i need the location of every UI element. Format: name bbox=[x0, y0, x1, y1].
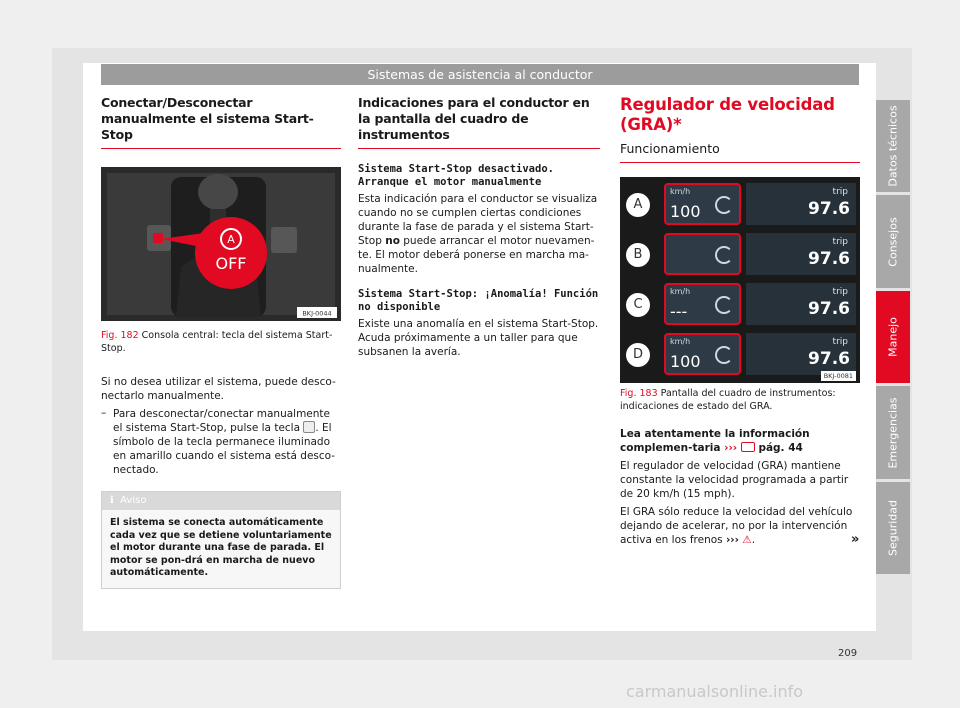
console-photo bbox=[101, 167, 341, 321]
column-start-stop bbox=[101, 95, 341, 589]
speed-value: --- bbox=[670, 302, 688, 321]
column-indicaciones bbox=[358, 95, 600, 359]
warning-icon: ⚠ bbox=[742, 534, 752, 546]
speed-display bbox=[664, 333, 741, 375]
section-heading-indicaciones: Indicaciones para el conductor en la pantalla del cuadro de instrumentos bbox=[358, 95, 600, 149]
info-icon: ℹ bbox=[110, 495, 114, 506]
paragraph: Si no desea utilizar el sistema, puede desco-nectarlo manualmente. bbox=[101, 376, 336, 402]
figure-caption bbox=[620, 388, 860, 413]
column-gra bbox=[620, 95, 860, 547]
trip-value: 97.6 bbox=[808, 349, 850, 369]
figure-code: BKJ-0081 bbox=[821, 371, 856, 381]
trip-label: trip bbox=[832, 287, 848, 297]
note-box bbox=[101, 491, 341, 589]
start-stop-key-icon bbox=[303, 421, 315, 433]
speed-value: 100 bbox=[670, 202, 701, 221]
chapter-tab[interactable] bbox=[876, 386, 910, 479]
trip-value: 97.6 bbox=[808, 299, 850, 319]
chapter-tab-label: Consejos bbox=[886, 216, 900, 267]
svg-text:A: A bbox=[227, 233, 235, 246]
paragraph: Lea atentamente la información complemen-taria ››› pág. 44 bbox=[620, 428, 810, 454]
paragraph: Existe una anomalía en el sistema Start-Stop. Acuda próximamente a un taller para que subsanen la avería. bbox=[358, 318, 599, 358]
panel-letter-badge: B bbox=[626, 243, 650, 267]
figure-caption bbox=[101, 330, 341, 355]
paragraph: El GRA sólo reduce la velocidad del vehículo dejando de acelerar, no por la intervención activa en los frenos ››› ⚠. bbox=[620, 506, 853, 546]
chapter-tab[interactable] bbox=[876, 482, 910, 574]
cruise-icon bbox=[715, 196, 733, 214]
paragraph: Para desconectar/conectar manualmente el sistema Start-Stop, pulse la tecla . El símbolo de la tecla permanece iluminado en amarillo cuando el sistema está desco-nectado. bbox=[113, 408, 336, 476]
figure-182 bbox=[101, 167, 341, 355]
trip-display bbox=[746, 183, 856, 225]
cruise-icon bbox=[715, 346, 733, 364]
cruise-icon bbox=[715, 246, 733, 264]
trip-label: trip bbox=[832, 237, 848, 247]
continue-arrow: » bbox=[851, 532, 860, 547]
gra-panel bbox=[620, 231, 860, 278]
chapter-tab-label: Manejo bbox=[886, 317, 900, 357]
page-number: 209 bbox=[838, 648, 858, 659]
speed-display bbox=[664, 233, 741, 275]
chapter-tabs bbox=[876, 100, 910, 577]
speed-display bbox=[664, 183, 741, 225]
page-header: Sistemas de asistencia al conductor bbox=[101, 64, 859, 85]
trip-display bbox=[746, 283, 856, 325]
trip-label: trip bbox=[832, 187, 848, 197]
off-button-callout bbox=[195, 217, 267, 289]
list-item bbox=[101, 407, 341, 477]
paragraph: El regulador de velocidad (GRA) mantiene constante la velocidad programada a partir de 20 km/h (15 mph). bbox=[620, 460, 849, 500]
chapter-tab[interactable] bbox=[876, 100, 910, 192]
trip-label: trip bbox=[832, 337, 848, 347]
panel-letter-badge: D bbox=[626, 343, 650, 367]
gra-panel bbox=[620, 181, 860, 228]
off-label: OFF bbox=[215, 254, 247, 273]
message-title: Sistema Start-Stop: ¡Anomalía! Función no disponible bbox=[358, 288, 599, 313]
chapter-tab[interactable] bbox=[876, 195, 910, 288]
cruise-icon bbox=[715, 296, 733, 314]
speed-unit: km/h bbox=[670, 287, 691, 296]
chapter-tab-label: Seguridad bbox=[886, 500, 900, 556]
gra-panel bbox=[620, 281, 860, 328]
figure-caption-text: Consola central: tecla del sistema Start-Stop. bbox=[101, 330, 333, 354]
book-icon bbox=[741, 442, 755, 452]
note-body: El sistema se conecta automáticamente cada vez que se detiene voluntariamente el motor durante una fase de parada. El motor se pon-drá en marcha de nuevo automáticamente. bbox=[102, 510, 340, 588]
panel-letter-badge: C bbox=[626, 293, 650, 317]
paragraph: Esta indicación para el conductor se visualiza cuando no se cumplen ciertas condiciones durante la fase de parada y el sistema Start-Stop no puede arrancar el motor nuevamen-te. El motor deberá ponerse en marcha ma-nualmente. bbox=[358, 193, 598, 275]
trip-value: 97.6 bbox=[808, 249, 850, 269]
bullet: – bbox=[101, 407, 107, 419]
section-heading-start-stop: Conectar/Desconectar manualmente el sistema Start-Stop bbox=[101, 95, 341, 149]
note-title: ℹ Aviso bbox=[102, 492, 340, 510]
trip-value: 97.6 bbox=[808, 199, 850, 219]
speed-unit: km/h bbox=[670, 187, 691, 196]
instrument-panels bbox=[620, 177, 860, 383]
speed-unit: km/h bbox=[670, 337, 691, 346]
chapter-tab-label: Emergencias bbox=[886, 396, 900, 469]
figure-caption-text: Pantalla del cuadro de instrumentos: indicaciones de estado del GRA. bbox=[620, 388, 836, 412]
figure-183 bbox=[620, 177, 860, 413]
figure-number: Fig. 183 bbox=[620, 388, 658, 399]
figure-number: Fig. 182 bbox=[101, 330, 139, 341]
section-heading-gra: Regulador de velocidad (GRA)* bbox=[620, 95, 835, 134]
figure-code: BKJ-0044 bbox=[302, 309, 332, 318]
chapter-tab[interactable] bbox=[876, 291, 910, 383]
speed-display bbox=[664, 283, 741, 325]
speed-value: 100 bbox=[670, 352, 701, 371]
chapter-tab-label: Datos técnicos bbox=[886, 105, 900, 187]
message-title: Sistema Start-Stop desactivado. Arranque el motor manualmente bbox=[358, 163, 554, 188]
panel-letter-badge: A bbox=[626, 193, 650, 217]
trip-display bbox=[746, 333, 856, 375]
start-stop-key-led bbox=[153, 233, 163, 243]
subheading-funcionamiento: Funcionamiento bbox=[620, 135, 860, 163]
watermark: carmanualsonline.info bbox=[626, 682, 804, 701]
trip-display bbox=[746, 233, 856, 275]
